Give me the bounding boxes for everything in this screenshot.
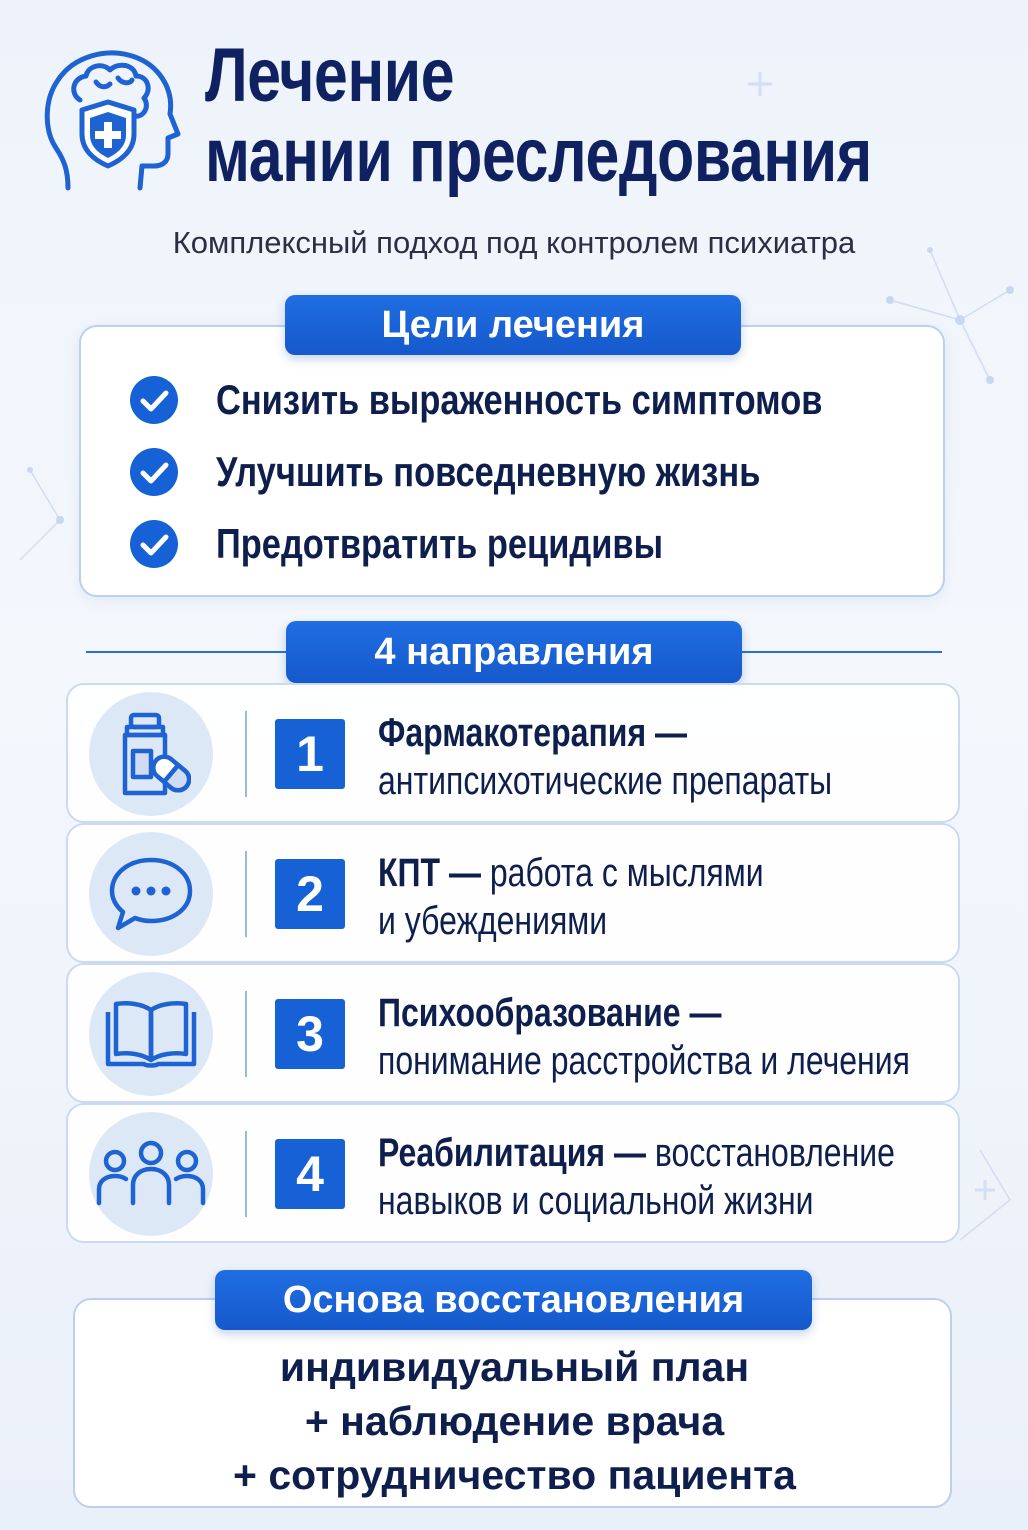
direction-card xyxy=(66,963,960,1103)
direction-text xyxy=(378,849,938,945)
direction-card xyxy=(66,823,960,963)
direction-text xyxy=(378,709,938,805)
title-line-2: мании преследования xyxy=(205,113,872,198)
direction-number: 2 xyxy=(275,859,345,929)
goal-label: Снизить выраженность симптомов xyxy=(216,376,823,423)
direction-title-rest: восстановление xyxy=(654,1131,895,1175)
direction-description: понимание расстройства и лечения xyxy=(378,1039,910,1083)
direction-icon-circle xyxy=(89,692,213,816)
pill-bottle-icon xyxy=(111,709,191,799)
page-subtitle: Комплексный подход под контролем психиатра xyxy=(172,225,856,260)
foundation-line: + сотрудничество пациента xyxy=(233,1452,796,1498)
direction-title: Психообразование — xyxy=(378,991,722,1035)
direction-title: Фармакотерапия — xyxy=(378,711,687,755)
direction-number: 3 xyxy=(275,999,345,1069)
direction-separator xyxy=(245,711,247,797)
direction-number: 4 xyxy=(275,1139,345,1209)
goal-label: Предотвратить рецидивы xyxy=(216,520,664,567)
direction-icon-circle xyxy=(89,832,213,956)
chat-bubble-icon xyxy=(108,854,194,934)
goals-card xyxy=(79,325,945,597)
direction-number: 1 xyxy=(275,719,345,789)
direction-description: навыков и социальной жизни xyxy=(378,1179,814,1223)
foundation-line: индивидуальный план xyxy=(279,1344,750,1390)
direction-title: КПТ — xyxy=(378,851,490,895)
foundation-line: + наблюдение врача xyxy=(304,1398,725,1444)
check-circle-icon xyxy=(129,447,179,497)
direction-text xyxy=(378,1129,938,1225)
direction-text xyxy=(378,989,938,1085)
direction-separator xyxy=(245,1131,247,1217)
open-book-icon xyxy=(104,998,198,1070)
foundation-heading: Основа восстановления xyxy=(215,1270,812,1330)
title-line-1: Лечение xyxy=(205,33,455,118)
people-group-icon xyxy=(95,1139,207,1209)
check-circle-icon xyxy=(129,519,179,569)
direction-icon-circle xyxy=(89,972,213,1096)
divider-line-right xyxy=(742,651,942,653)
goal-item xyxy=(129,375,956,425)
goal-item xyxy=(129,519,761,569)
directions-heading: 4 направления xyxy=(286,621,742,683)
head-brain-shield-icon xyxy=(40,38,182,198)
direction-separator xyxy=(245,851,247,937)
direction-title-rest: работа с мыслями xyxy=(489,851,764,895)
check-circle-icon xyxy=(129,375,179,425)
divider-line-left xyxy=(86,651,286,653)
goal-label: Улучшить повседневную жизнь xyxy=(216,448,761,495)
direction-icon-circle xyxy=(89,1112,213,1236)
goal-item xyxy=(129,447,880,497)
foundation-lines xyxy=(75,1340,954,1502)
direction-card xyxy=(66,683,960,823)
direction-description: антипсихотические препараты xyxy=(378,759,833,803)
direction-card xyxy=(66,1103,960,1243)
direction-description: и убеждениями xyxy=(378,899,608,943)
page-title xyxy=(205,33,872,198)
goals-heading: Цели лечения xyxy=(285,295,741,355)
direction-title: Реабилитация — xyxy=(378,1131,655,1175)
direction-separator xyxy=(245,991,247,1077)
